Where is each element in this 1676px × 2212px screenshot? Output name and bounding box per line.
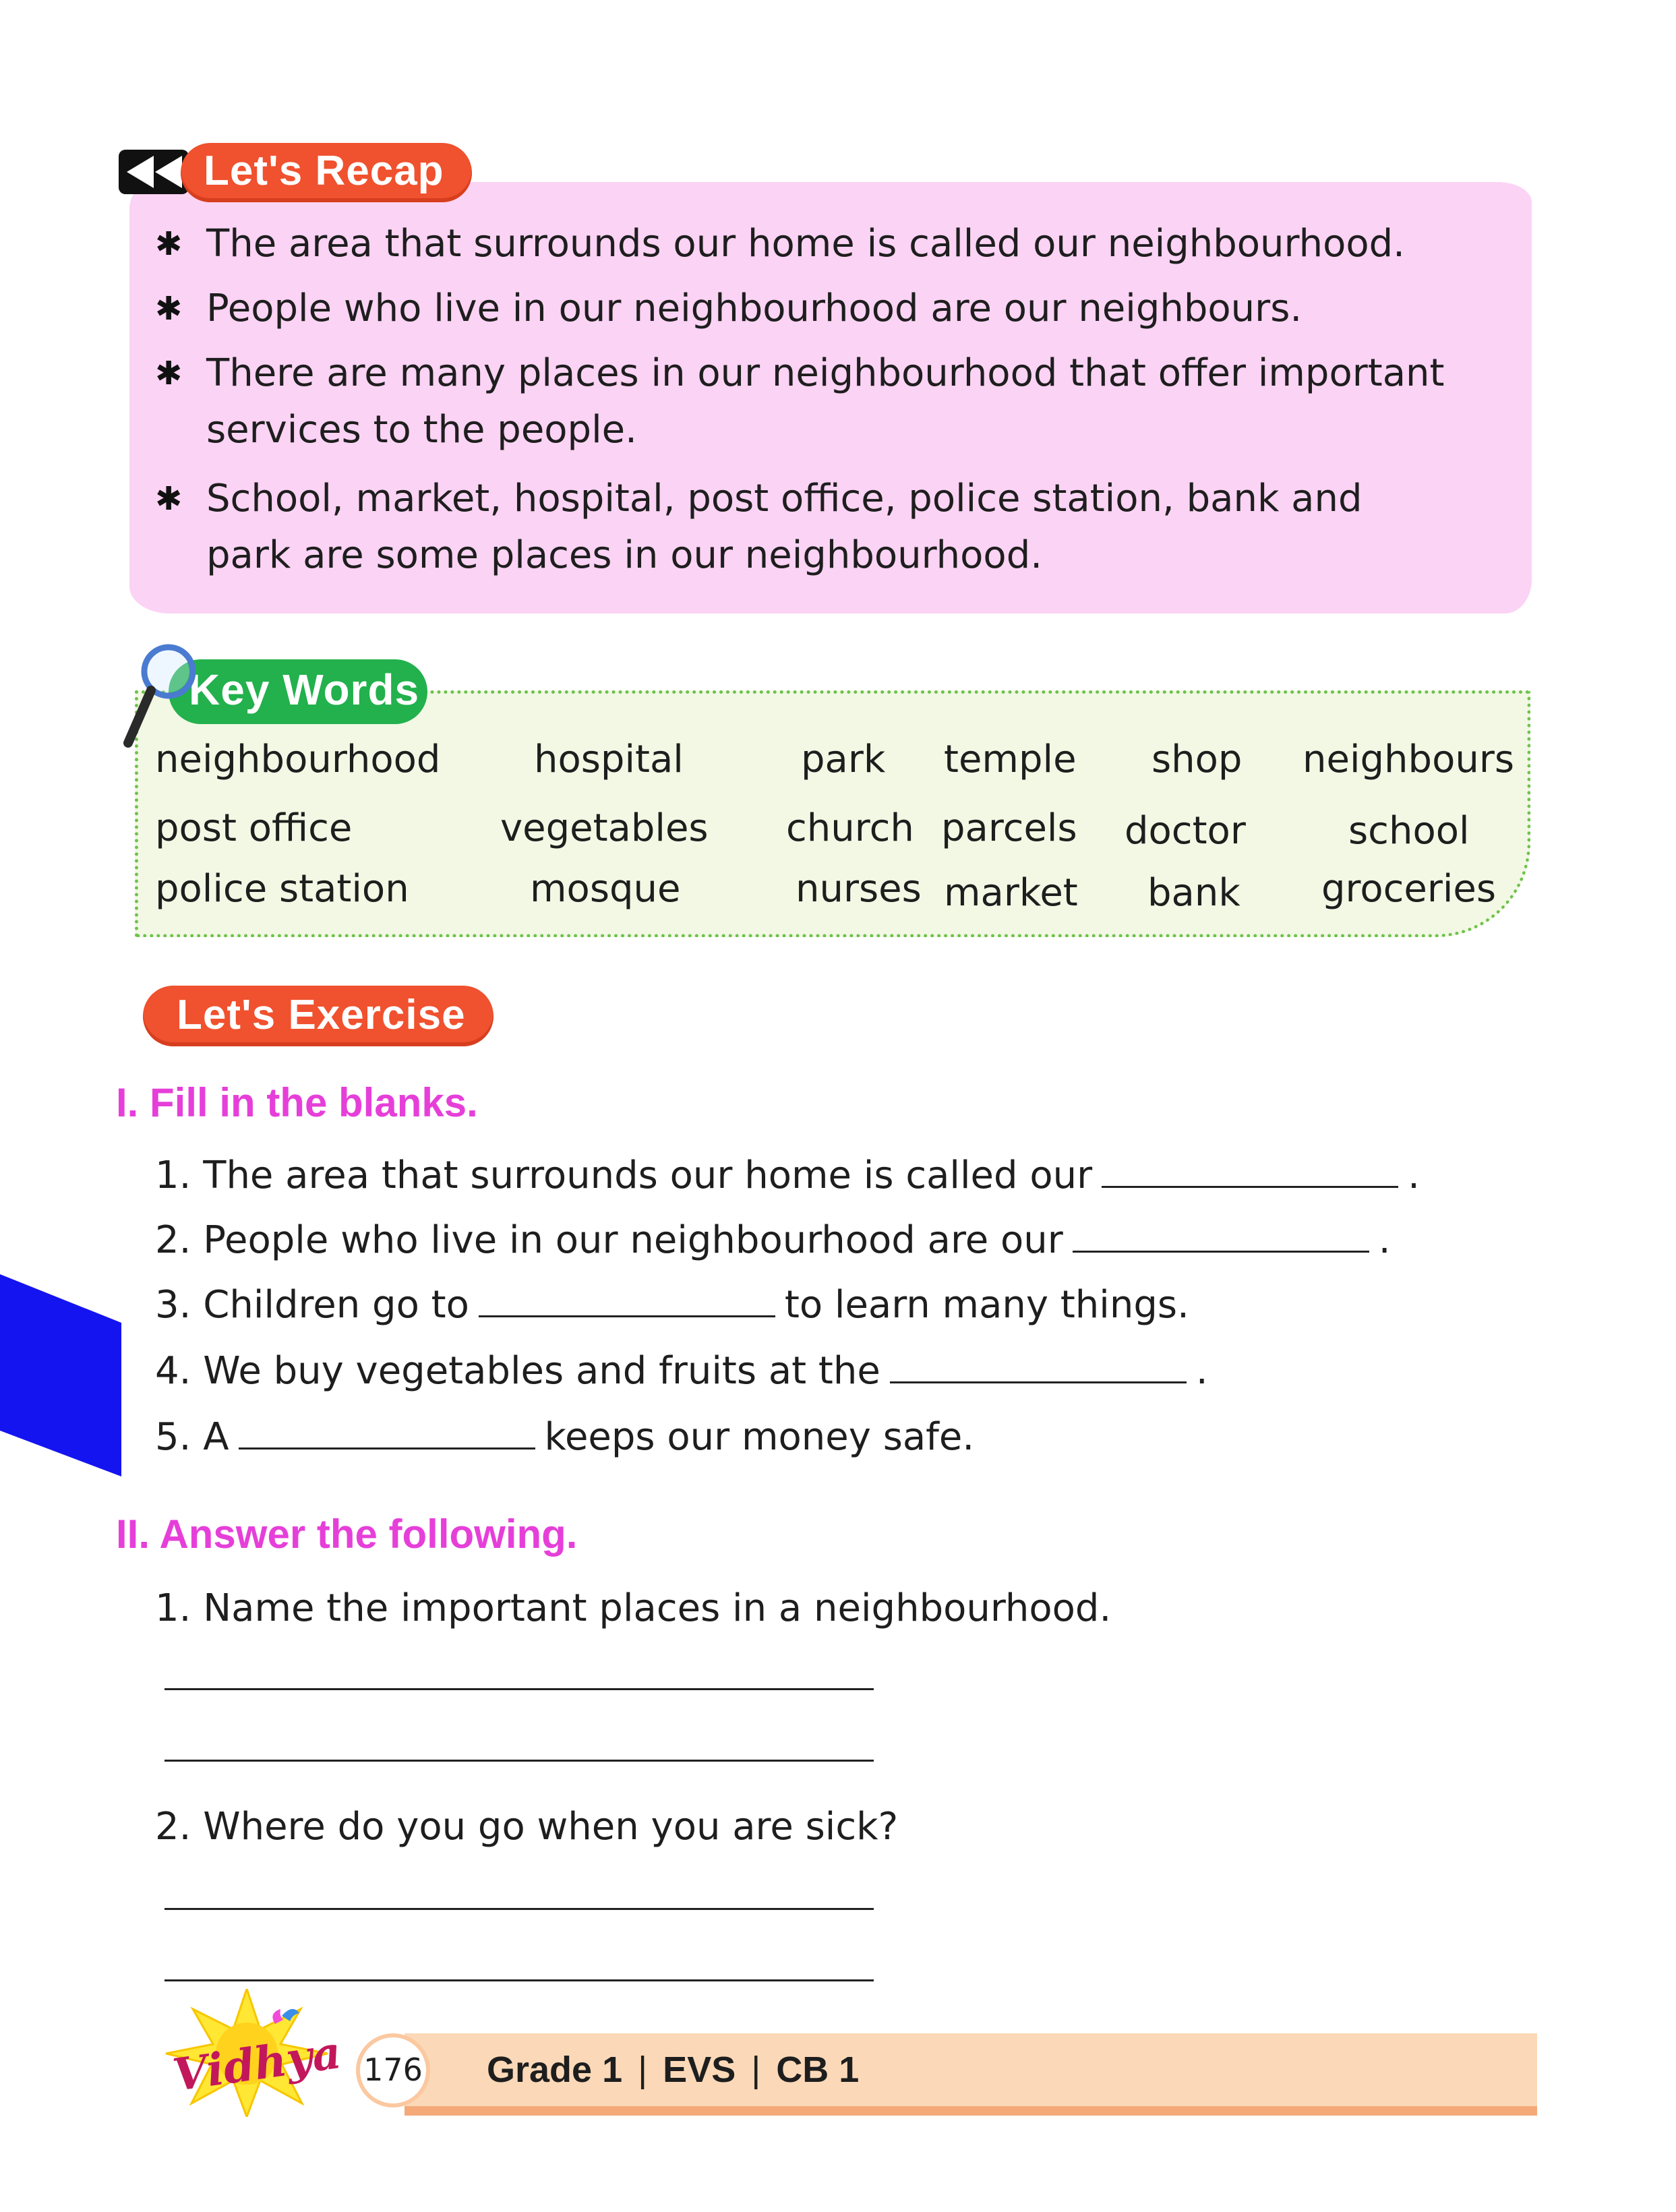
asterisk-icon: ✱ <box>155 225 183 263</box>
answer-line[interactable] <box>164 1979 874 1981</box>
keyword: school <box>1348 809 1470 853</box>
recap-title: Let's Recap <box>204 148 444 194</box>
asterisk-icon: ✱ <box>155 290 183 328</box>
asterisk-icon: ✱ <box>155 480 183 518</box>
fill-blank-item: 4. We buy vegetables and fruits at the . <box>155 1349 1208 1393</box>
recap-item: ✱ The area that surrounds our home is called our neighbourhood. <box>155 216 1497 272</box>
keyword: groceries <box>1321 867 1497 911</box>
vidhya-logo <box>125 1989 368 2120</box>
rewind-icon <box>119 150 189 194</box>
blank-input[interactable] <box>1102 1152 1398 1188</box>
recap-item: ✱ School, market, hospital, post office, police station, bank and park are some places in our neighbourhood. <box>155 471 1503 584</box>
asterisk-icon: ✱ <box>155 355 183 392</box>
keyword: neighbours <box>1303 738 1515 781</box>
keyword: hospital <box>534 738 684 781</box>
keyword: mosque <box>530 867 681 911</box>
exercise-title-badge <box>143 986 493 1046</box>
fill-blank-item: 2. People who live in our neighbourhood are our . <box>155 1218 1391 1262</box>
keyword: vegetables <box>500 806 709 850</box>
keyword: market <box>944 871 1078 915</box>
keywords-title: Key Words <box>189 665 420 714</box>
keyword: nurses <box>796 867 922 911</box>
fill-blank-item: 5. A keeps our money safe. <box>155 1415 975 1459</box>
question: 1. Name the important places in a neighbourhood. <box>155 1586 1112 1630</box>
recap-item: ✱ People who live in our neighbourhood are our neighbours. <box>155 280 1497 337</box>
recap-title-badge <box>181 143 472 202</box>
keyword: park <box>801 738 886 781</box>
blank-input[interactable] <box>479 1282 775 1317</box>
keyword: neighbourhood <box>155 738 441 781</box>
blank-input[interactable] <box>890 1348 1187 1383</box>
keyword: bank <box>1147 871 1240 915</box>
keyword: doctor <box>1125 809 1246 853</box>
side-tab-decoration <box>0 1274 121 1479</box>
answer-line[interactable] <box>164 1908 874 1910</box>
answer-line[interactable] <box>164 1688 874 1690</box>
fill-blank-item: 3. Children go to to learn many things. <box>155 1283 1189 1327</box>
exercise-title: Let's Exercise <box>177 992 466 1038</box>
blank-input[interactable] <box>239 1414 535 1449</box>
fill-blank-item: 1. The area that surrounds our home is called our . <box>155 1154 1420 1197</box>
section-heading: I. Fill in the blanks. <box>116 1080 478 1125</box>
keywords-title-badge <box>169 659 427 724</box>
keyword: parcels <box>941 806 1077 850</box>
page-number: 176 <box>363 2052 423 2088</box>
keyword: church <box>786 806 914 850</box>
keyword: temple <box>944 738 1077 781</box>
keyword: police station <box>155 867 409 911</box>
logo-text: Vidhya <box>169 2025 345 2102</box>
keyword: post office <box>155 806 353 850</box>
answer-line[interactable] <box>164 1760 874 1762</box>
keyword: shop <box>1151 738 1243 781</box>
section-heading: II. Answer the following. <box>116 1512 578 1557</box>
blank-input[interactable] <box>1073 1217 1369 1253</box>
question: 2. Where do you go when you are sick? <box>155 1805 899 1849</box>
footer-title: Grade 1 | EVS | CB 1 <box>487 2050 860 2090</box>
recap-item: ✱ There are many places in our neighbourhood that offer important services to the people. <box>155 345 1503 458</box>
